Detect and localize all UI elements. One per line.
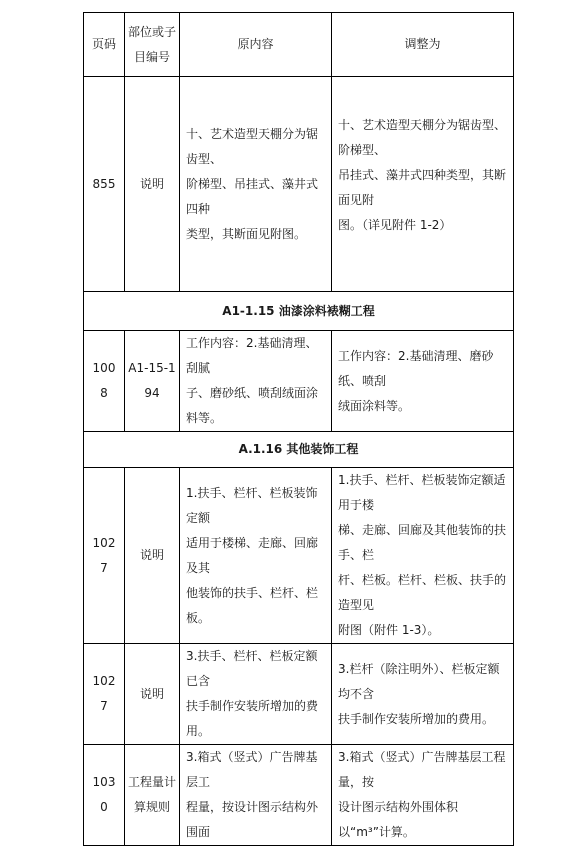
- header-adjusted: 调整为: [332, 13, 514, 77]
- header-part: 部位或子 目编号: [125, 13, 180, 77]
- adjustment-table: [83, 12, 514, 846]
- section-title: A1-1.15 油漆涂料裱糊工程: [84, 292, 514, 331]
- cell-adjusted: 3.栏杆（除注明外）、栏板定额均不含 扶手制作安装所增加的费用。: [332, 644, 514, 745]
- cell-part: 说明: [125, 644, 180, 745]
- cell-page: 855: [84, 77, 125, 292]
- cell-page: 102 7: [84, 644, 125, 745]
- header-original: 原内容: [180, 13, 332, 77]
- section-title: A.1.16 其他装饰工程: [84, 432, 514, 468]
- header-row: [84, 13, 514, 77]
- cell-page: 102 7: [84, 468, 125, 644]
- cell-adjusted: 3.箱式（竖式）广告牌基层工程量，按 设计图示结构外围体积以“m³”计算。: [332, 745, 514, 846]
- table-row: [84, 331, 514, 432]
- table-row: [84, 468, 514, 644]
- table-row: [84, 77, 514, 292]
- cell-adjusted: 工作内容：2.基础清理、磨砂纸、喷刮 绒面涂料等。: [332, 331, 514, 432]
- cell-adjusted: 十、艺术造型天棚分为锯齿型、阶梯型、 吊挂式、藻井式四种类型，其断面见附 图。（详见附件 1-2）: [332, 77, 514, 292]
- cell-part: A1-15-1 94: [125, 331, 180, 432]
- cell-part: 工程量计 算规则: [125, 745, 180, 846]
- cell-original: 1.扶手、栏杆、栏板装饰定额 适用于楼梯、走廊、回廊及其 他装饰的扶手、栏杆、栏板。: [180, 468, 332, 644]
- cell-page: 103 0: [84, 745, 125, 846]
- cell-original: 3.扶手、栏杆、栏板定额已含 扶手制作安装所增加的费用。: [180, 644, 332, 745]
- header-page: 页码: [84, 13, 125, 77]
- section-row: [84, 292, 514, 331]
- cell-original: 工作内容：2.基础清理、刮腻 子、磨砂纸、喷刮绒面涂料等。: [180, 331, 332, 432]
- cell-part: 说明: [125, 468, 180, 644]
- table-row: [84, 644, 514, 745]
- table-row: [84, 745, 514, 846]
- cell-original: 十、艺术造型天棚分为锯齿型、 阶梯型、吊挂式、藻井式四种 类型，其断面见附图。: [180, 77, 332, 292]
- cell-page: 100 8: [84, 331, 125, 432]
- section-row: [84, 432, 514, 468]
- cell-adjusted: 1.扶手、栏杆、栏板装饰定额适用于楼 梯、走廊、回廊及其他装饰的扶手、栏 杆、栏板。栏杆、栏板、扶手的造型见 附图（附件 1-3）。: [332, 468, 514, 644]
- cell-original: 3.箱式（竖式）广告牌基层工 程量，按设计图示结构外围面: [180, 745, 332, 846]
- cell-part: 说明: [125, 77, 180, 292]
